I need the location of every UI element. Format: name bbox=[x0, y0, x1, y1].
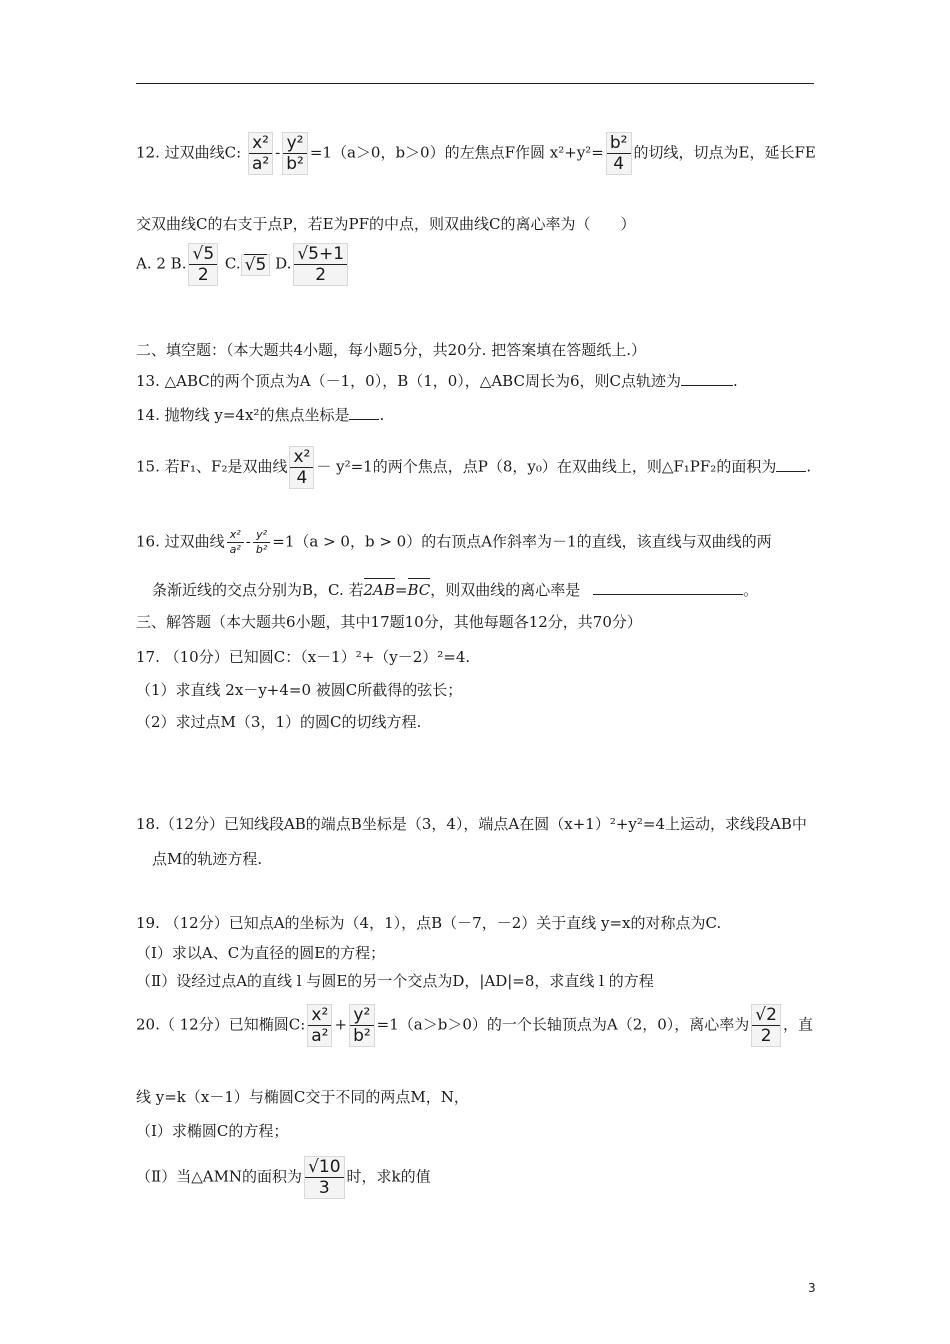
q20-line1: 20.（ 12分）已知椭圆C: $\frac{\text{x²}}{\text{a²}}$ + $\frac{\text{y²}}{\text{b²}}$ =1（a＞b＞0）的一个长轴顶点为A（2，0），离心率为 $\frac{√2}{2}$ ，直 bbox=[136, 1005, 813, 1046]
fraction: $\frac{\text{y²}}{\text{b²}}$ bbox=[349, 1004, 375, 1047]
fraction: $\frac{√5+1}{2}$ bbox=[293, 243, 348, 286]
q17-part2: （2）求过点M（3，1）的圆C的切线方程. bbox=[136, 713, 422, 731]
fraction: $\frac{\text{y²}}{\text{b²}}$ bbox=[253, 528, 270, 557]
q16-line1: 16. 过双曲线 $\frac{\text{x²}}{\text{a²}}$ - $\frac{\text{y²}}{\text{b²}}$ =1（a > 0，b > 0）的右顶点A作斜率为－1的直线，该直线与双曲线的两 bbox=[136, 528, 772, 556]
fraction: $\frac{\text{x²}}{\text{a²}}$ bbox=[248, 132, 273, 175]
q12-line2: 交双曲线C的右支于点P，若E为PF的中点，则双曲线C的离心率为（ ） bbox=[136, 215, 636, 233]
q16-line2: 条渐近线的交点分别为B，C. 若2AB=BC，则双曲线的离心率是 。 bbox=[152, 581, 759, 599]
section-2-heading: 二、填空题：（本大题共4小题，每小题5分，共20分. 把答案填在答题纸上.） bbox=[136, 341, 646, 359]
vector-2ab: 2AB bbox=[363, 581, 395, 599]
q13: 13. △ABC的两个顶点为A（－1，0），B（1，0），△ABC周长为6，则C点轨迹为 . bbox=[136, 372, 738, 390]
fraction: $\frac{√5}{2}$ bbox=[188, 243, 218, 286]
fraction: $\frac{√2}{2}$ bbox=[751, 1004, 781, 1047]
q12-options: A. 2 B. $\frac{√5}{2}$ C. √5 D. $\frac{√5+1}{2}$ bbox=[136, 243, 350, 286]
vector-bc: BC bbox=[407, 581, 431, 599]
fraction: $\frac{\text{b²}}{4}$ bbox=[606, 132, 632, 175]
answer-blank[interactable] bbox=[349, 405, 379, 420]
radical: √5 bbox=[241, 254, 271, 276]
answer-blank[interactable] bbox=[681, 371, 733, 386]
q18-line2: 点M的轨迹方程. bbox=[152, 850, 263, 868]
fraction: $\frac{\text{x²}}{\text{a²}}$ bbox=[307, 1004, 332, 1047]
fraction: $\frac{√10}{3}$ bbox=[304, 1156, 344, 1199]
q17: 17. （10分）已知圆C：（x－1）²+（y－2）²=4. bbox=[136, 648, 471, 666]
q17-part1: （1）求直线 2x－y+4=0 被圆C所截得的弦长； bbox=[136, 681, 463, 699]
q12-line1: 12. 过双曲线C: $\frac{\text{x²}}{\text{a²}}$ - $\frac{\text{y²}}{\text{b²}}$ =1（a＞0，b＞0）的左焦点F作圆 x²+y²= $\frac{\text{b²}}{4}$ 的切线，切点为E，延长FE bbox=[136, 133, 816, 174]
answer-blank[interactable] bbox=[593, 580, 743, 595]
q20-line2: 线 y=k（x－1）与椭圆C交于不同的两点M，N， bbox=[136, 1088, 469, 1106]
header-rule bbox=[136, 83, 814, 84]
q19-part2: （Ⅱ）设经过点A的直线 l 与圆E的另一个交点为D，|AD|=8，求直线 l 的方程 bbox=[136, 972, 654, 990]
q15: 15. 若F₁、F₂是双曲线 $\frac{\text{x²}}{4}$ － y²=1的两个焦点，点P（8，y₀）在双曲线上，则△F₁PF₂的面积为 . bbox=[136, 447, 812, 488]
q20-part1: （Ⅰ）求椭圆C的方程； bbox=[136, 1122, 289, 1140]
fraction: $\frac{\text{x²}}{\text{a²}}$ bbox=[227, 528, 244, 557]
section-3-heading: 三、解答题（本大题共6小题，其中17题10分，其他每题各12分，共70分） bbox=[136, 613, 642, 631]
q20-part2: （Ⅱ）当△AMN的面积为 $\frac{√10}{3}$ 时，求k的值 bbox=[136, 1157, 431, 1198]
q18-line1: 18.（12分）已知线段AB的端点B坐标是（3，4），端点A在圆（x+1）²+y²=4上运动，求线段AB中 bbox=[136, 815, 807, 833]
fraction: $\frac{\text{x²}}{4}$ bbox=[289, 446, 314, 489]
q14: 14. 抛物线 y=4x²的焦点坐标是 . bbox=[136, 406, 385, 424]
page-number: 3 bbox=[808, 1281, 816, 1295]
answer-blank[interactable] bbox=[776, 457, 806, 472]
q19: 19. （12分）已知点A的坐标为（4，1），点B（－7，－2）关于直线 y=x的对称点为C. bbox=[136, 914, 722, 932]
fraction: $\frac{\text{y²}}{\text{b²}}$ bbox=[282, 132, 308, 175]
q19-part1: （Ⅰ）求以A、C为直径的圆E的方程； bbox=[136, 944, 386, 962]
